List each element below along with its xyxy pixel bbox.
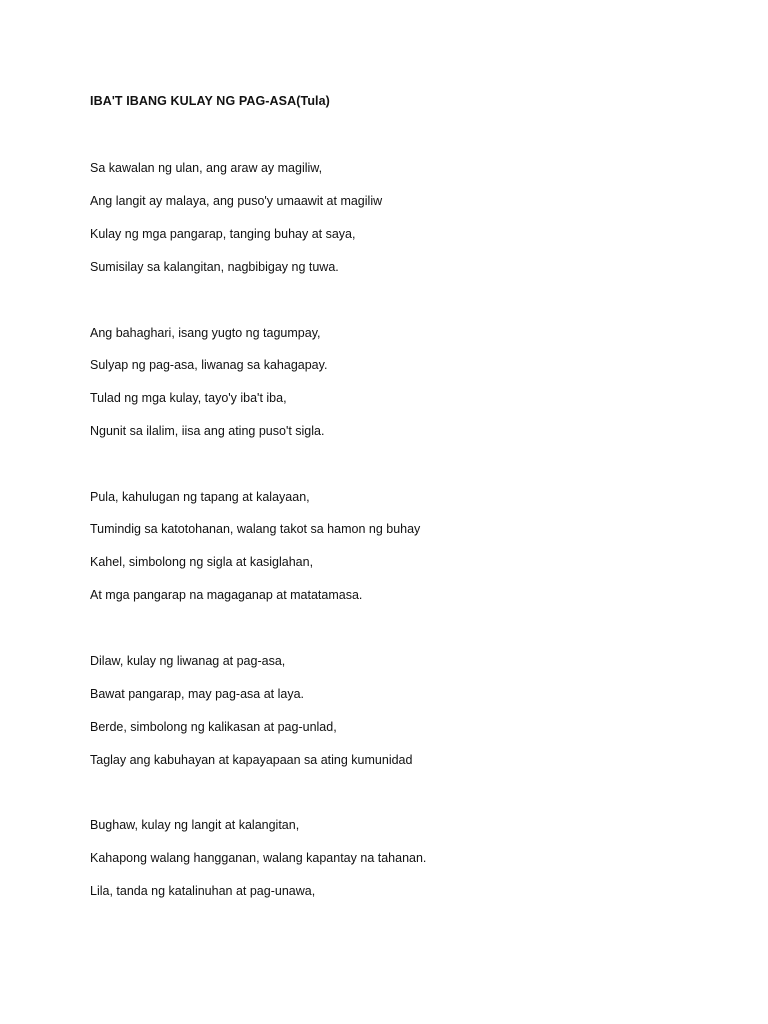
poem-line: Sulyap ng pag-asa, liwanag sa kahagapay. [90, 358, 328, 372]
poem-line: Ang langit ay malaya, ang puso'y umaawit at magiliw [90, 194, 383, 208]
poem-line: Bughaw, kulay ng langit at kalangitan, [90, 818, 300, 832]
poem-line: Bawat pangarap, may pag-asa at laya. [90, 687, 305, 701]
poem-line: Sa kawalan ng ulan, ang araw ay magiliw, [90, 161, 323, 175]
poem-line: Berde, simbolong ng kalikasan at pag-unlad, [90, 720, 337, 734]
poem-title: IBA'T IBANG KULAY NG PAG-ASA(Tula) [90, 94, 330, 108]
poem-line: Sumisilay sa kalangitan, nagbibigay ng tuwa. [90, 260, 339, 274]
poem-line: Ngunit sa ilalim, iisa ang ating puso't sigla. [90, 424, 325, 438]
poem-line: Pula, kahulugan ng tapang at kalayaan, [90, 490, 310, 504]
poem-line: Taglay ang kabuhayan at kapayapaan sa ating kumunidad [90, 753, 413, 767]
poem-line: Kahapong walang hangganan, walang kapantay na tahanan. [90, 851, 427, 865]
poem-line: Dilaw, kulay ng liwanag at pag-asa, [90, 654, 286, 668]
poem-line: At mga pangarap na magaganap at matatamasa. [90, 588, 363, 602]
poem-line: Tulad ng mga kulay, tayo'y iba't iba, [90, 391, 287, 405]
poem-line: Ang bahaghari, isang yugto ng tagumpay, [90, 326, 321, 340]
poem-line: Lila, tanda ng katalinuhan at pag-unawa, [90, 884, 316, 898]
poem-line: Tumindig sa katotohanan, walang takot sa hamon ng buhay [90, 522, 421, 536]
poem-line: Kulay ng mga pangarap, tanging buhay at saya, [90, 227, 356, 241]
poem-line: Kahel, simbolong ng sigla at kasiglahan, [90, 555, 314, 569]
